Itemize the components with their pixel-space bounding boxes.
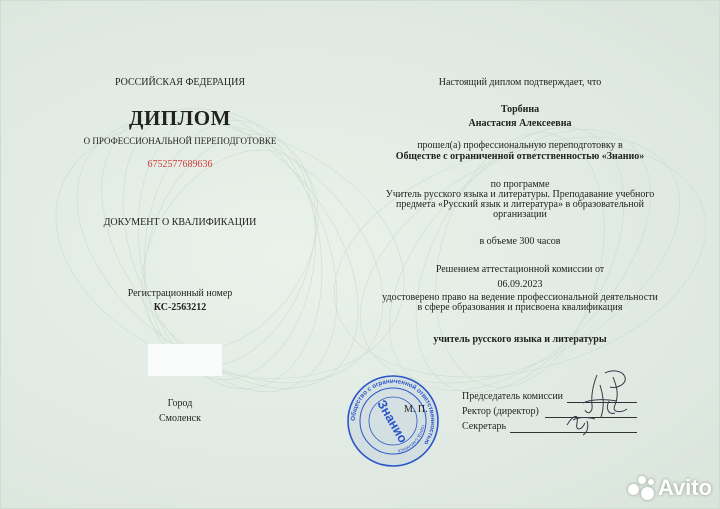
program-line-2: предмета «Русский язык и литература» в образовательной [396, 199, 644, 210]
commission-date: 06.09.2023 [497, 279, 543, 290]
city-label: Город [167, 398, 193, 409]
organization-name: Обществе с ограниченной ответственностью «Знанио» [395, 151, 645, 162]
city-name: Смоленск [159, 413, 201, 424]
chairman-label: Председатель комиссии [462, 391, 564, 402]
document-type: ДОКУМЕНТ О КВАЛИФИКАЦИИ [103, 217, 257, 228]
stamp-center-text: Знанио [374, 397, 411, 446]
country-name: РОССИЙСКАЯ ФЕДЕРАЦИЯ [114, 77, 246, 88]
recipient-name: Анастасия Алексеевна [468, 118, 572, 129]
registration-number: КС-2563212 [153, 302, 207, 313]
rights-line-1: удостоверено право на ведение профессиональной деятельности [382, 292, 658, 303]
program-label: по программе [490, 179, 550, 190]
avito-logo-icon [628, 476, 654, 500]
recipient-surname: Торбина [500, 104, 540, 115]
rights-line-2: в сфере образования и присвоена квалификация [417, 302, 623, 313]
hours-text: в объеме 300 часов [479, 236, 561, 247]
diploma-title: ДИПЛОМ [129, 106, 231, 130]
avito-watermark [628, 475, 712, 501]
secretary-label: Секретарь [462, 421, 507, 432]
avito-brand-text: Avito [657, 475, 712, 500]
photo-placeholder [148, 344, 222, 376]
rector-label: Ректор (директор) [462, 406, 539, 417]
signature-marks [565, 365, 645, 440]
svg-text:Общество с ограниченной ответс: Общество с ограниченной ответственностью [349, 377, 437, 446]
diploma-subtitle: О ПРОФЕССИОНАЛЬНОЙ ПЕРЕПОДГОТОВКЕ [83, 136, 277, 146]
registration-label: Регистрационный номер [127, 288, 233, 299]
stamp-mp-text: М. П. [404, 404, 428, 415]
organization-stamp [346, 374, 440, 468]
svg-text:город Смоленск: город Смоленск [397, 424, 426, 454]
qualification-name: учитель русского языка и литературы [433, 334, 607, 345]
passed-text: прошел(а) профессиональную переподготовку в [417, 140, 623, 151]
commission-text: Решением аттестационной комиссии от [435, 264, 605, 275]
program-line-3: организации [493, 209, 547, 220]
intro-text: Настоящий диплом подтверждает, что [438, 77, 602, 88]
serial-number: 6752577689636 [147, 159, 213, 170]
program-line-1: Учитель русского языка и литературы. Преподавание учебного [385, 189, 655, 200]
